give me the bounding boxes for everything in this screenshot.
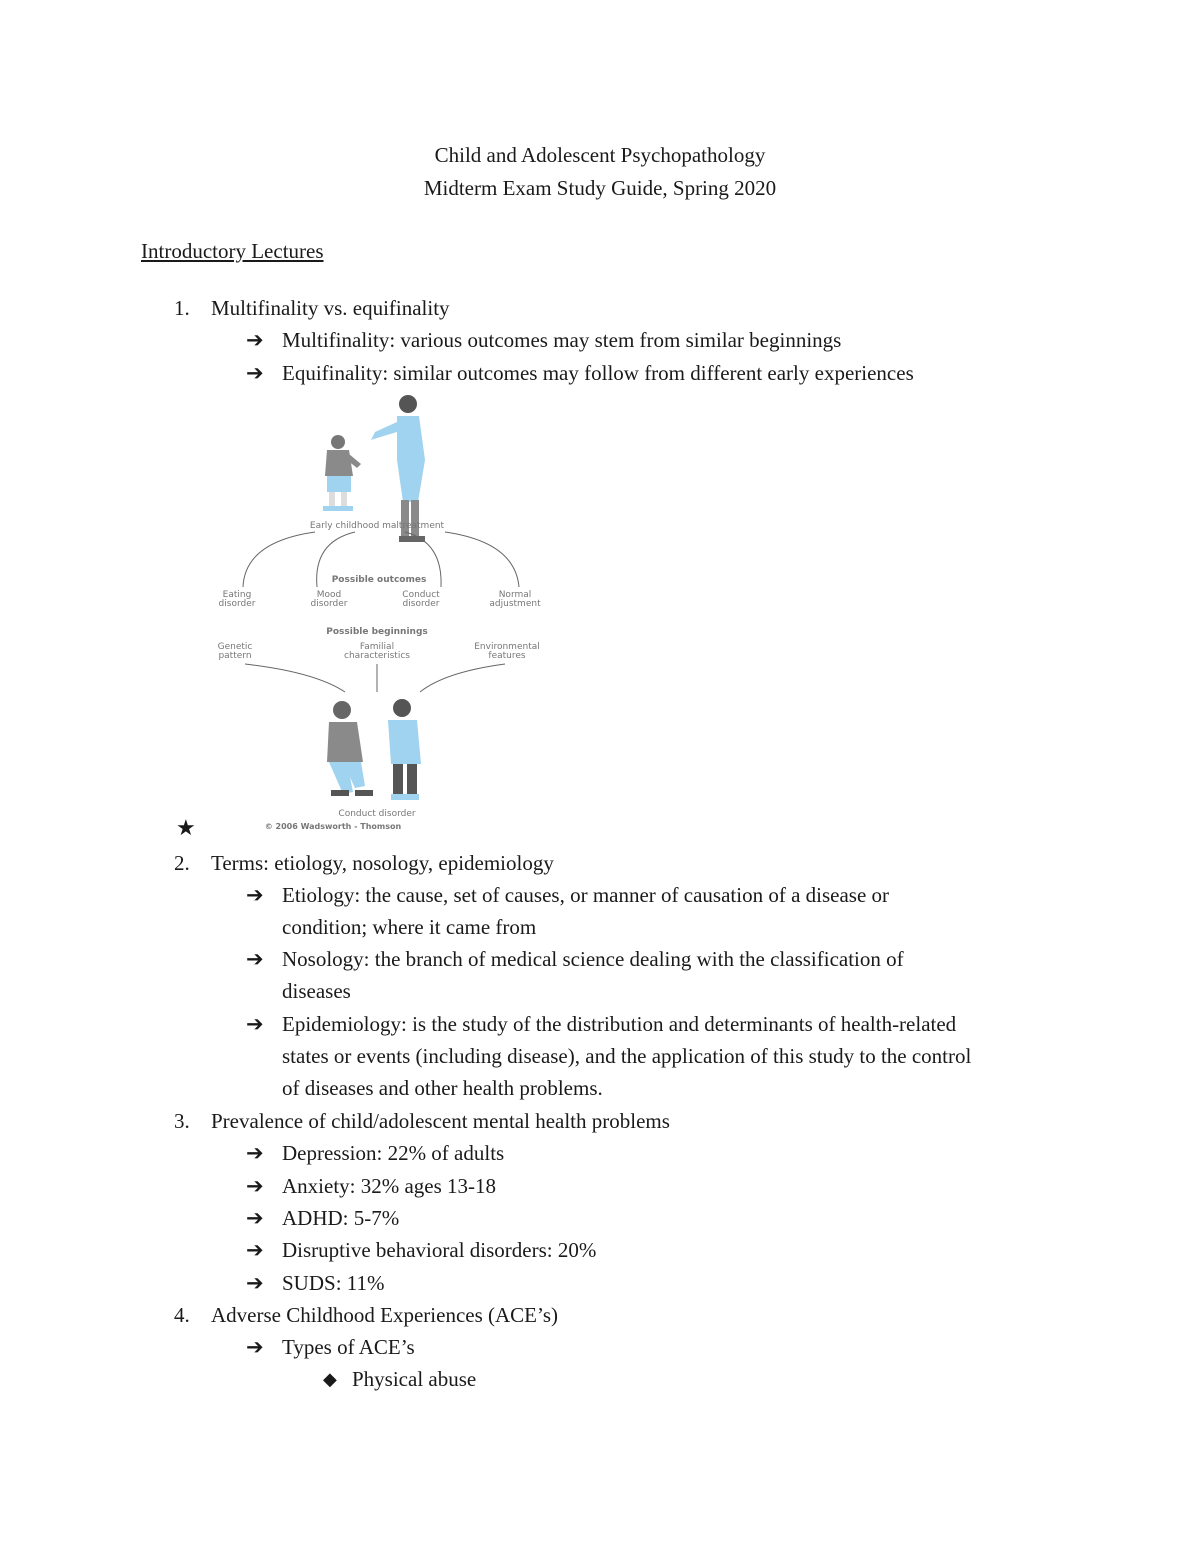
bullet-text: Nosology: the branch of medical science dealing with the classification of xyxy=(282,947,904,971)
arrow-bullet-icon: ➔ xyxy=(246,361,264,385)
arrow-bullet-icon: ➔ xyxy=(246,1238,264,1262)
arrow-bullet-icon: ➔ xyxy=(246,1206,264,1230)
item-text: Prevalence of child/adolescent mental health problems xyxy=(211,1109,670,1133)
item-number: 3. xyxy=(174,1109,190,1133)
arrow-bullet-icon: ➔ xyxy=(246,1012,264,1036)
outcome-label: Normal xyxy=(498,590,532,600)
item-text: Adverse Childhood Experiences (ACE’s) xyxy=(211,1303,559,1327)
outcome-label: adjustment xyxy=(489,599,541,609)
arrow-bullet-icon: ➔ xyxy=(246,947,264,971)
course-title: Child and Adolescent Psychopathology xyxy=(434,143,766,167)
bullet-text: Depression: 22% of adults xyxy=(282,1141,505,1165)
outcomes-heading: Possible outcomes xyxy=(331,575,427,585)
bullet-text: Disruptive behavioral disorders: 20% xyxy=(282,1238,597,1262)
beginning-label: Genetic xyxy=(217,642,253,652)
outcome-label: Mood xyxy=(316,590,342,600)
figure-bottom-caption: Conduct disorder xyxy=(338,809,416,819)
beginning-label: Environmental xyxy=(474,642,540,652)
beginnings-heading: Possible beginnings xyxy=(326,627,428,637)
arrow-bullet-icon: ➔ xyxy=(246,1271,264,1295)
bullet-text-continued: of diseases and other health problems. xyxy=(282,1076,603,1100)
multifinality-figure xyxy=(205,392,550,832)
beginnings-row xyxy=(218,642,540,661)
bullet-text: Epidemiology: is the study of the distribution and determinants of health-related xyxy=(282,1012,957,1036)
outcomes-row xyxy=(219,590,542,609)
item-number: 2. xyxy=(174,851,190,875)
item-number: 1. xyxy=(174,296,190,320)
bullet-text: Etiology: the cause, set of causes, or manner of causation of a disease or xyxy=(282,883,890,907)
arrow-bullet-icon: ➔ xyxy=(246,1335,264,1359)
beginning-label: features xyxy=(488,651,526,661)
bullet-text-continued: states or events (including disease), and the application of this study to the control xyxy=(282,1044,972,1068)
bullet-text: Multifinality: various outcomes may stem from similar beginnings xyxy=(282,328,842,352)
beginning-arrows xyxy=(245,664,505,692)
figure-top-caption: Early childhood maltreatment xyxy=(309,521,445,531)
arrow-bullet-icon: ➔ xyxy=(246,1174,264,1198)
item-number: 4. xyxy=(174,1303,190,1327)
star-icon: ★ xyxy=(176,816,196,841)
conduct-disorder-illustration xyxy=(327,699,421,800)
outcome-label: disorder xyxy=(310,599,348,609)
figure-copyright: © 2006 Wadsworth - Thomson xyxy=(264,822,402,831)
outcome-label: disorder xyxy=(218,599,256,609)
bullet-text: Types of ACE’s xyxy=(282,1335,415,1359)
arrow-bullet-icon: ➔ xyxy=(246,1141,264,1165)
section-heading: Introductory Lectures xyxy=(141,239,324,263)
outcome-label: Conduct xyxy=(402,590,440,600)
item-text: Terms: etiology, nosology, epidemiology xyxy=(211,851,554,875)
bullet-text-continued: diseases xyxy=(282,979,351,1003)
bullet-text: Equifinality: similar outcomes may follow from different early experiences xyxy=(282,361,914,385)
study-guide-subtitle: Midterm Exam Study Guide, Spring 2020 xyxy=(423,176,777,200)
sub-bullet-text: Physical abuse xyxy=(352,1367,477,1391)
bullet-text: ADHD: 5-7% xyxy=(282,1206,400,1230)
diamond-bullet-icon: ◆ xyxy=(323,1369,337,1390)
outcome-label: Eating xyxy=(222,590,252,600)
arrow-bullet-icon: ➔ xyxy=(246,328,264,352)
item-text: Multifinality vs. equifinality xyxy=(211,296,450,320)
beginning-label: pattern xyxy=(218,651,252,661)
beginning-label: characteristics xyxy=(344,651,410,661)
beginning-label: Familial xyxy=(359,642,395,652)
adult-illustration xyxy=(371,395,425,542)
child-illustration xyxy=(323,435,361,511)
bullet-text: SUDS: 11% xyxy=(282,1271,385,1295)
bullet-text: Anxiety: 32% ages 13-18 xyxy=(282,1174,497,1198)
outcome-label: disorder xyxy=(402,599,440,609)
arrow-bullet-icon: ➔ xyxy=(246,883,264,907)
bullet-text-continued: condition; where it came from xyxy=(282,915,537,939)
